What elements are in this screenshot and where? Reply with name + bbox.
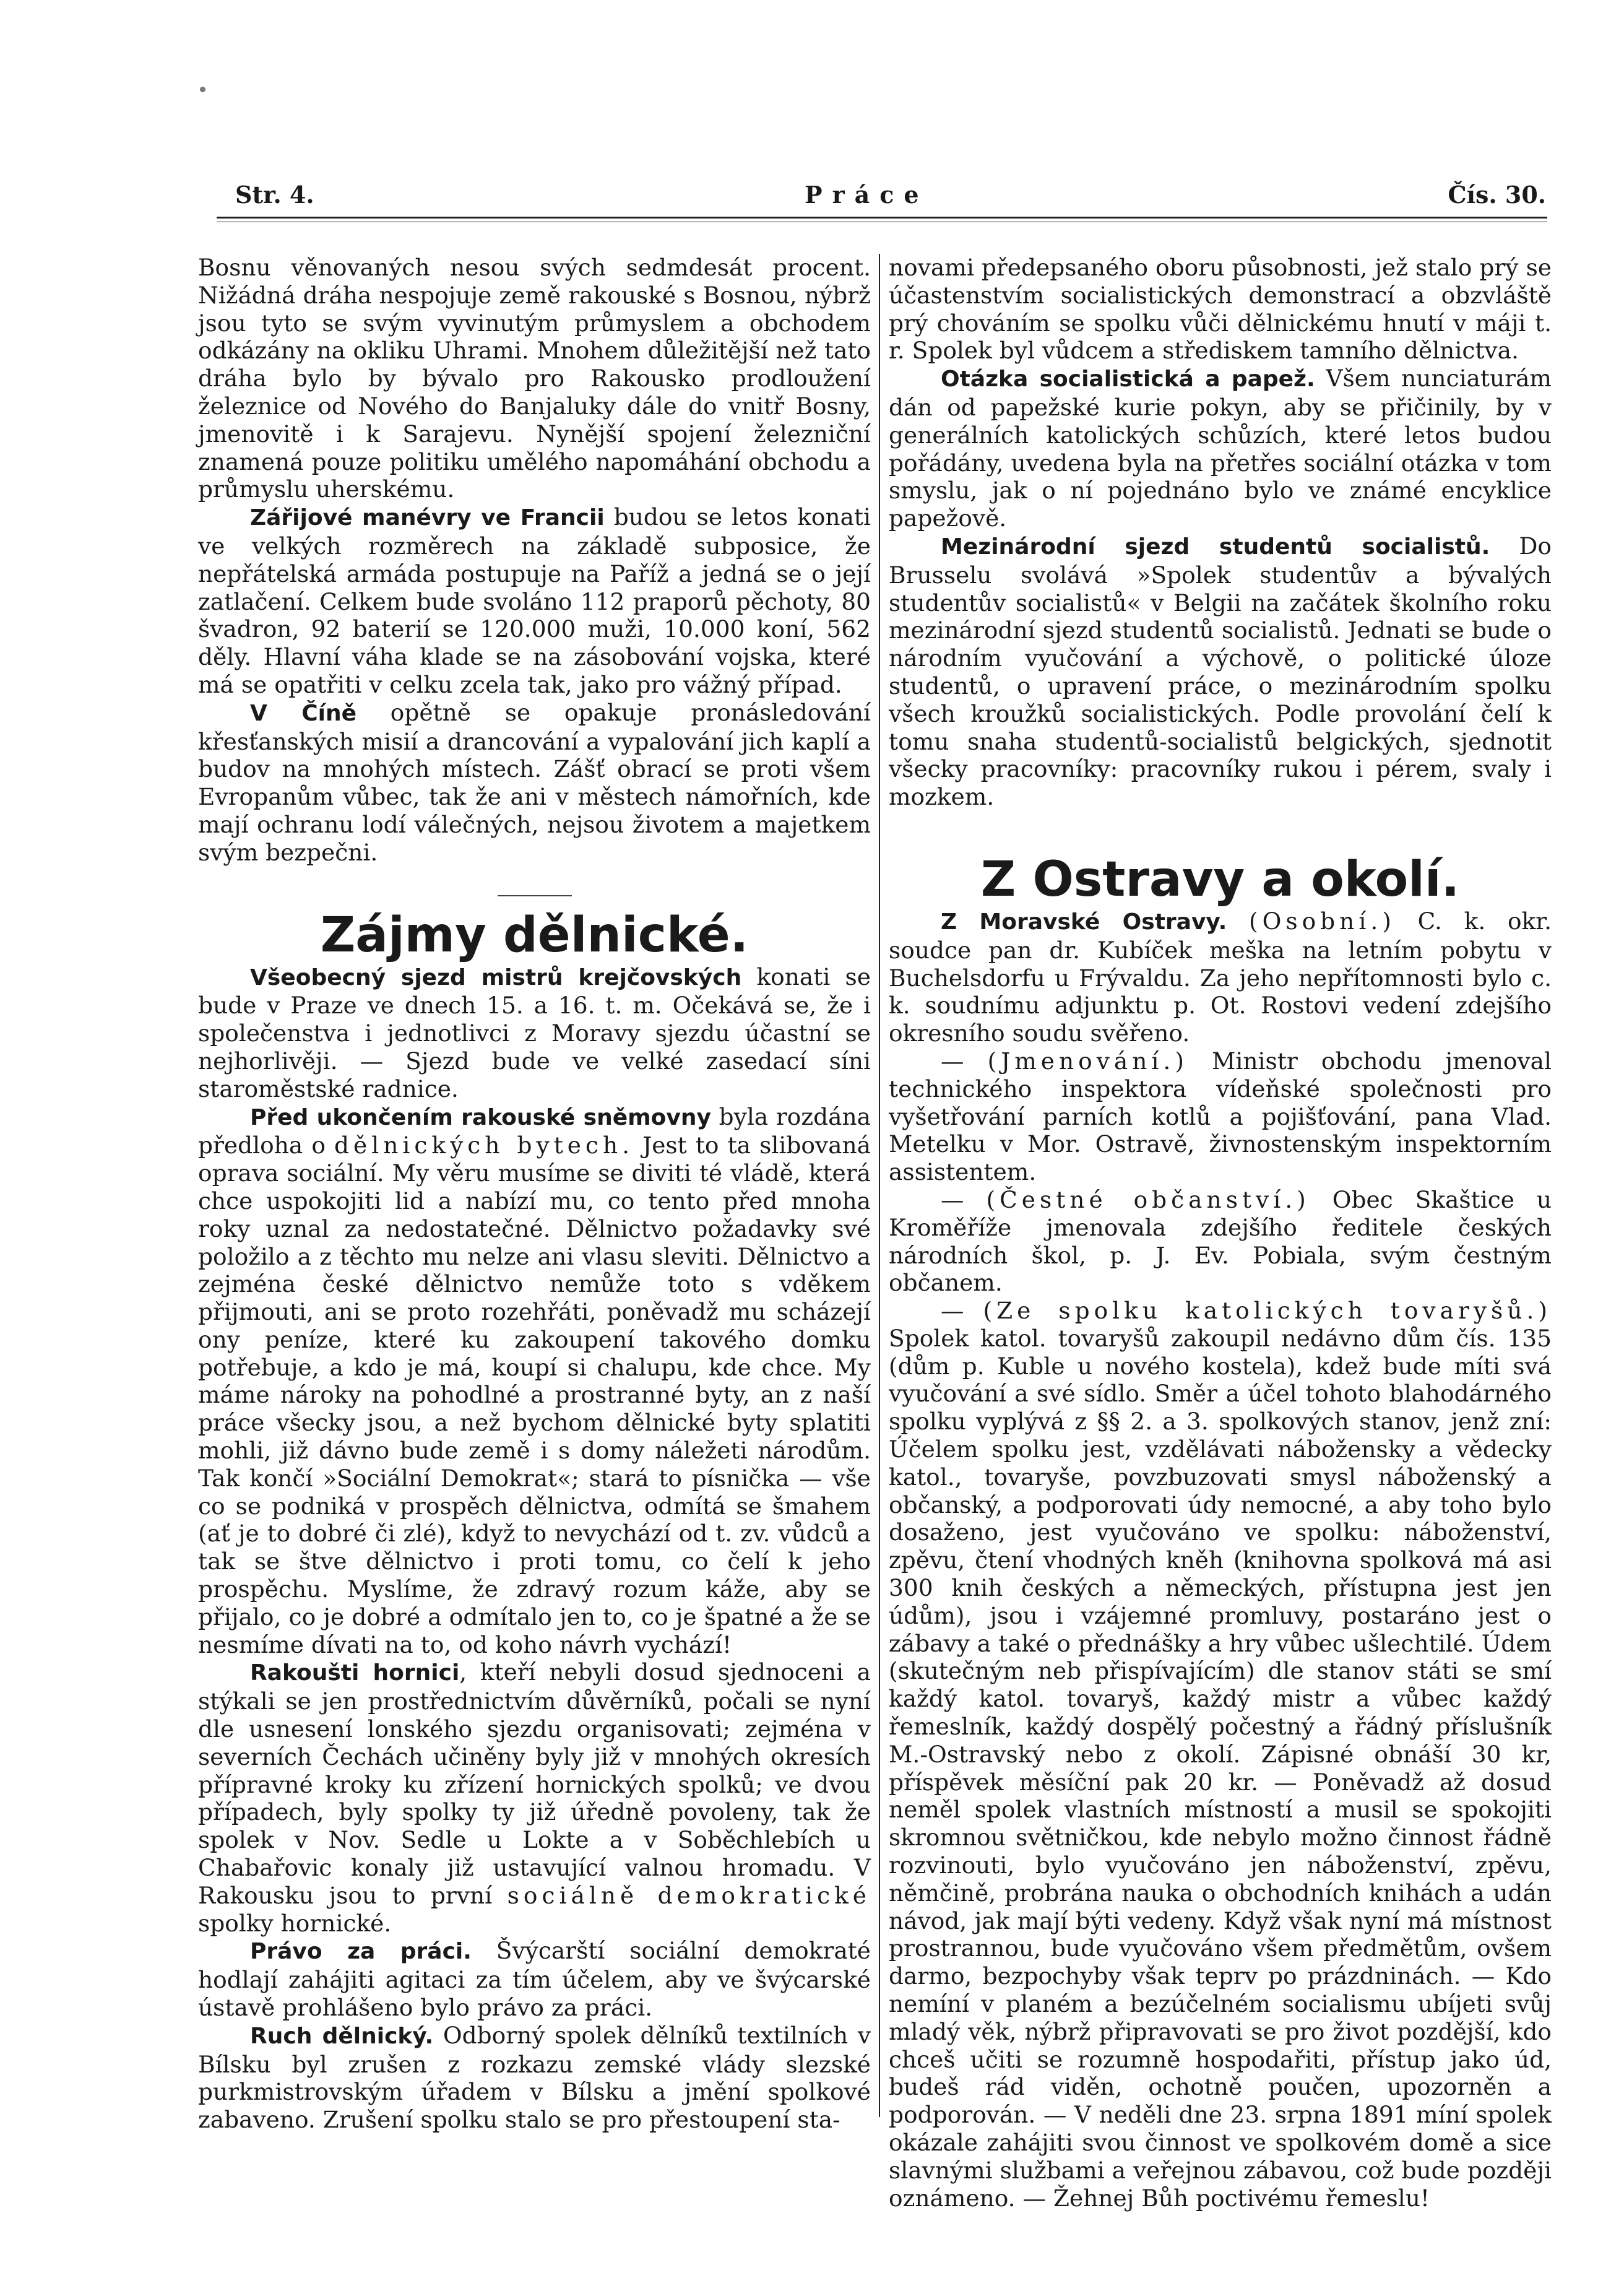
item-text: Spolek katol. tovaryšů zakoupil nedávno dům čís. 135 (dům p. Kuble u nového kostela), kdež bude míti svá vyučování a své sídlo. Směr a účel tohoto blahodárného spolku vyplývá z §§ 2. a 3. spolkových stanov, jenž zní: Účelem spolku jest, vzdělávati nábožensky a vědecky katol., tovaryše, povzbuzovati smysl náboženský a občanský, a podporovati údy nemocné, a aby toho bylo dosaženo, jest vyučováno ve spolku: náboženství, zpěvu, čtení vhodných kněh (knihovna spolková má asi 300 knih českých a německých, přístupna jest jen údům), jsou i vzájemné promluvy, postaráno jest o zábavy a také o přednášky a hry vůbec ušlechtilé. Údem (skutečným neb přispívajícím) dle stanov státi se smí každý katol. tovaryš, každý mistr a vůbec každý řemeslník, každý dospělý počestný a řádný příslušník M.-Ostravský nebo z okolí. Zápisné obnáší 30 kr, příspěvek měsíční pak 20 kr. — Poněvadž až dosud neměl spolek vlastních místností a musil se spokojiti skromnou světničkou, kde nebylo možno činnost řádně rozvinouti, bylo vyučováno jen náboženství, zpěvu, němčině, probrána nauka o obchodních knihách a udán návod, jak mají býti vedeny. Když však nyní má místnost prostrannou, bude vyučováno všem předmětům, ovšem darmo, bezpochyby však teprv po prázdninách. — Kdo nemíní v planém a bezúčelném socialismu ubíjeti svůj mladý věk, nýbrž připravovati se pro život pozdější, kdo chceš učiti se rozumně hospodařiti, přístup jako úd, budeš rád viděn, ochotně poučen, upozorněn a podporován. — V neděli dne 23. srpna 1891 míní spolek okázale zahájiti svou činnost ve spolkovém domě a sice slavnými službami a veřejnou zábavou, což bude později oznámeno. — Žehnej Bůh poctivému řemeslu! [889, 1324, 1552, 2212]
item-heading: Otázka socialistická a papež. [941, 366, 1315, 392]
section-title-zajmy: Zájmy dělnické. [320, 907, 749, 963]
item-heading: Před ukončením rakouské sněmovny [250, 1104, 711, 1130]
item-heading: Všeobecný sjezd mistrů krejčovských [250, 964, 742, 990]
section-title-ostrava: Z Ostravy a okolí. [980, 851, 1460, 907]
item-text: Do Brusselu svolává »Spolek studentův a bývalých studentův socialistů« v Belgii na začátek školního roku mezinárodní sjezd studentů socialistů. Jednati se bude o národním vyučování a výchově, o politické úloze studentů, o upravení práce, o mezinárodním spolku všech kroužků socialistických. Podle provolání čelí k tomu snaha studentů-socialistů belgických, sjednotit všecky pracovníky: pracovníky rukou i pérem, svaly i mozkem. [889, 532, 1552, 811]
item-text: , kteří nebyli dosud sjednoceni a stýkali se jen prostřednictvím důvěrníků, počali se nyní dle usnesení lonského sjezdu organisovati; zejména v severních Čechách učiněny byly již v mnohých okresích přípravné kroky ku zřízení hornických spolků; ve dvou případech, byly spolky ty již úředně povoleny, tak že spolek v Nov. Sedle u Lokte a v Soběchlebích u Chabařovic konaly již ustavující valnou hromadu. V Rakousku jsou to první [198, 1658, 871, 1909]
news-item [198, 2022, 871, 2134]
right-column [889, 254, 1552, 2212]
spaced-text: (Osobní.) [1248, 907, 1396, 935]
spaced-text: (Čestné občanství.) [986, 1185, 1310, 1213]
item-heading: Z Moravské Ostravy. [941, 909, 1227, 935]
news-item [889, 365, 1552, 532]
item-heading: Právo za práci. [250, 1939, 472, 1965]
news-item [198, 1937, 871, 2021]
item-heading: Ruch dělnický. [250, 2023, 434, 2049]
news-item [198, 1658, 871, 1937]
item-text: Všem nunciaturám dán od papežské kurie pokyn, aby se přičinily, by v generálních katolických schůzích, které letos budou pořádány, uvedena byla na přetřes sociální otázka v tom smyslu, jak o ní pojednáno bylo ve známé encyklice papežově. [889, 365, 1552, 532]
item-heading: V Číně [250, 700, 357, 726]
spaced-text: (Ze spolku katolických tovaryšů.) [983, 1297, 1552, 1325]
news-item [198, 503, 871, 699]
item-text: budou se letos konati ve velkých rozměrech na základě subposice, že nepřátelská armáda postupuje na Paříž a jedná se o její zatlačení. Celkem bude svoláno 112 praporů pěchoty, 80 švadron, 92 baterií se 120.000 muži, 10.000 koní, 562 děly. Hlavní váha klade se na zásobování vojska, které má se opatřiti v celku zcela tak, jako pro vážný případ. [198, 503, 871, 698]
news-item [198, 1103, 871, 1659]
item-text: Ministr obchodu jmenoval technického inspektora vídeňské společnosti pro vyšetřování parních kotlů a pojišťování, pana Vlad. Metelku v Mor. Ostravě, živnostenským inspektorním assistentem. [889, 1047, 1552, 1186]
page-number: Str. 4. [235, 181, 314, 209]
item-text: konati se bude v Praze ve dnech 15. a 16. t. m. Očekává se, že i společenstva i jednotlivci z Moravy sjezdu účastní se nejhorlivěji. — Sjezd bude ve velké zasedací síni staroměstské radnice. [198, 963, 871, 1102]
item-text: Švýcarští sociální demokraté hodlají zahájiti agitaci za tím účelem, aby ve švýcarské ústavě prohlášeno bylo právo za práci. [198, 1937, 871, 2022]
item-heading: Zářijové manévry ve Francii [250, 505, 605, 531]
news-item: — (Čestné občanství.) Obec Skaštice u Kroměříže jmenovala zdejšího ředitele českých národních škol, p. J. Ev. Pobiala, svým čestným občanem. [889, 1185, 1552, 1297]
item-text: C. k. okr. soudce pan dr. Kubíček meška na letním pobytu v Buchelsdorfu u Frývaldu. Za jeho nepřítomnosti bylo c. k. soudnímu adjunktu p. Ot. Rostovi vedení zdejšího okresního soudu svěřeno. [889, 907, 1552, 1047]
news-item: — (Jmenování.) Ministr obchodu jmenoval technického inspektora vídeňské společnosti pro vyšetřování parních kotlů a pojišťování, pana Vlad. Metelku v Mor. Ostravě, živnostenským inspektorním assistentem. [889, 1047, 1552, 1186]
item-heading: Rakoušti hornici [250, 1660, 460, 1686]
spaced-text: dělnických bytech. [334, 1132, 634, 1159]
article-continuation: novami předepsaného oboru působnosti, jež stalo prý se účastenstvím socialistických demonstrací a obzvláště prý chováním se spolku vůči dělnickému hnutí v máji t. r. Spolek byl vůdcem a střediskem tamního dělnictva. [889, 254, 1552, 365]
news-item: — (Ze spolku katolických tovaryšů.) Spolek katol. tovaryšů zakoupil nedávno dům čís. 135 (dům p. Kuble u nového kostela), kdež bude míti svá vyučování a své sídlo. Směr a účel tohoto blahodárného spolku vyplývá z §§ 2. a 3. spolkových stanov, jenž zní: Účelem spolku jest, vzdělávati nábožensky a vědecky katol., tovaryše, povzbuzovati smysl náboženský a občanský, a podporovati údy nemocné, a aby toho bylo dosaženo, jest vyučováno ve spolku: náboženství, zpěvu, čtení vhodných kněh (knihovna spolková má asi 300 knih českých a německých, přístupna jest jen údům), jsou i vzájemné promluvy, postaráno jest o zábavy a také o přednášky a hry vůbec ušlechtilé. Údem (skutečným neb přispívajícím) dle stanov státi se smí každý katol. tovaryš, každý mistr a vůbec každý řemeslník, každý dospělý počestný a řádný příslušník M.-Ostravský nebo z okolí. Zápisné obnáší 30 kr, příspěvek měsíční pak 20 kr. — Poněvadž až dosud neměl spolek vlastních místností a musil se spokojiti skromnou světničkou, kde nebylo možno činnost řádně rozvinouti, bylo vyučováno jen náboženství, zpěvu, němčině, probrána nauka o obchodních knihách a udán návod, jak mají býti vedeny. Když však nyní má místnost prostrannou, bude vyučováno všem předmětům, ovšem darmo, bezpochyby však teprv po prázdninách. — Kdo nemíní v planém a bezúčelném socialismu ubíjeti svůj mladý věk, nýbrž připravovati se pro život pozdější, kdo chceš učiti se rozumně hospodařiti, přístup jako úd, budeš rád viděn, ochotně poučen, upozorněn a podporován. — V neděli dne 23. srpna 1891 míní spolek okázale zahájiti svou činnost ve spolkovém domě a sice slavnými službami a veřejnou zábavou, což bude později oznámeno. — Žehnej Bůh poctivému řemeslu! [889, 1297, 1552, 2212]
item-text: spolky hornické. [198, 1909, 392, 1937]
news-item [198, 963, 871, 1103]
column-divider [879, 254, 880, 2117]
article-continuation: Bosnu věnovaných nesou svých sedmdesát procent. Nižádná dráha nespojuje země rakouské s Bosnou, nýbrž jsou tyto se svým vyvinutým průmyslem a obchodem odkázány na okliku Uhrami. Mnohem důležitější než tato dráha bylo by bývalo pro Rakousko prodloužení železnice od Nového do Banjaluky dále do vnitř Bosny, jmenovitě i k Sarajevu. Nynější spojení železniční znamená pouze politiku umělého napomáhání obchodu a průmyslu uherskému. [198, 254, 871, 503]
issue-number: Čís. 30. [1448, 181, 1546, 209]
spaced-text: sociálně demokratické [507, 1881, 871, 1909]
scan-speck [200, 87, 205, 92]
item-heading: Mezinárodní sjezd studentů socialistů. [941, 534, 1490, 560]
item-text: Obec Skaštice u Kroměříže jmenovala zdejšího ředitele českých národních škol, p. J. Ev. Pobiala, svým čestným občanem. [889, 1185, 1552, 1297]
news-item [198, 699, 871, 867]
item-text: Odborný spolek dělníků textilních v Bílsku byl zrušen z rozkazu zemské vlády slezské purkmistrovským úřadem v Bílsku a jmění spolkové zabaveno. Zrušení spolku stalo se pro přestoupení sta- [198, 2021, 871, 2134]
item-text: opětně se opakuje pronásledování křesťanských misií a drancování a vypalování jich kaplí a budov na mnohých místech. Zášť obrací se proti všem Evropanům vůbec, tak že ani v městech námořních, kde mají ochranu lodí válečných, nejsou životem a majetkem svým bezpečni. [198, 698, 871, 866]
page-header [235, 181, 1546, 212]
newspaper-title: Práce [805, 181, 929, 209]
news-item [889, 532, 1552, 811]
section-separator [498, 895, 572, 896]
spaced-text: (Jmenování.) [987, 1047, 1188, 1075]
left-column [198, 254, 871, 2134]
item-text: Jest to ta slibovaná oprava sociální. My věru musíme se diviti té vládě, která chce uspokojiti lid a nabízí mu, co tento před mnoha roky uznal za nedostatečné. Dělnictvo požadavky své položilo a z těchto mu nelze ani vlasu sleviti. Dělnictvo a zejména české dělnictvo nemůže toto s vděkem přijmouti, ani se proto rozehřáti, poněvadž mu scházejí ony peníze, které ku zakoupení takového domku potřebuje, a kdo je má, koupí si chalupu, kde chce. My máme nároky na pohodlné a prostranné byty, an z naší práce všecky jsou, a než bychom dělnické byty splatiti mohli, již dávno bude země i s domy náležeti národům. Tak končí »Sociální Demokrat«; stará to písnička — vše co se podniká v prospěch dělnictva, odmítá se šmahem (ať je to dobré či zlé), když to nevychází od t. zv. vůdců a tak se štve dělnictvo i proti tomu, co čelí k jeho prospěchu. Myslíme, že zdravý rozum káže, aby se přijalo, co je dobré a odmítalo jen to, co je špatné a že se nesmíme dívati na to, od koho návrh vychází! [198, 1132, 871, 1658]
header-rule [217, 217, 1547, 219]
news-item [889, 907, 1552, 1047]
item-text: byla rozdána předloha o [198, 1102, 871, 1159]
